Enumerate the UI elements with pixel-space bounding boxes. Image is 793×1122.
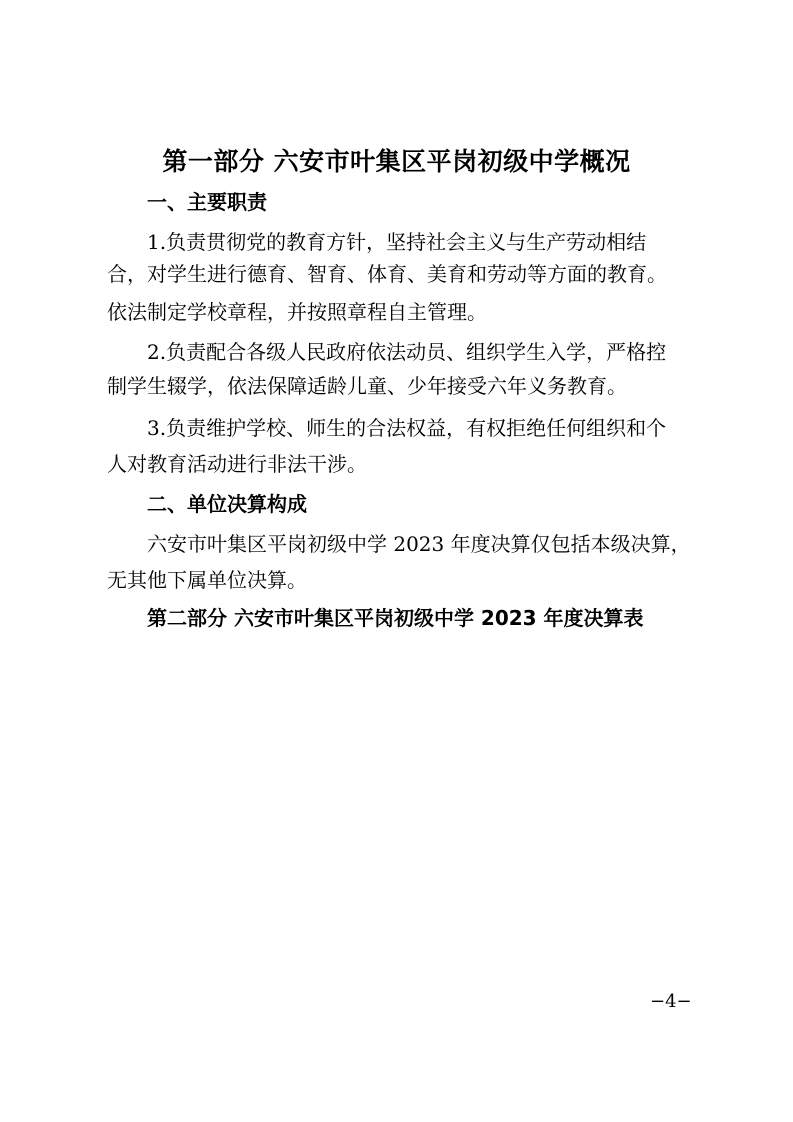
- duty-3-line-2: 人对教育活动进行非法干涉。: [107, 452, 367, 476]
- duty-1-line-3: 依法制定学校章程，并按照章程自主管理。: [107, 300, 487, 324]
- composition-line-1: 六安市叶集区平岗初级中学 2023 年度决算仅包括本级决算，: [147, 532, 691, 556]
- part-two-title: 第二部分 六安市叶集区平岗初级中学 2023 年度决算表: [147, 606, 644, 630]
- composition-line-2: 无其他下属单位决算。: [107, 568, 307, 592]
- duty-1-line-2: 合，对学生进行德育、智育、体育、美育和劳动等方面的教育。: [107, 262, 667, 286]
- section-heading-main-duties: 一、主要职责: [147, 190, 267, 214]
- page-number: −4−: [650, 991, 692, 1012]
- section-heading-budget-composition: 二、单位决算构成: [147, 492, 307, 516]
- duty-2-line-2: 制学生辍学，依法保障适龄儿童、少年接受六年义务教育。: [107, 374, 627, 398]
- duty-3-line-1: 3.负责维护学校、师生的合法权益，有权拒绝任何组织和个: [147, 416, 667, 440]
- duty-1-line-1: 1.负责贯彻党的教育方针，坚持社会主义与生产劳动相结: [147, 230, 647, 254]
- duty-2-line-1: 2.负责配合各级人民政府依法动员、组织学生入学，严格控: [147, 340, 667, 364]
- part-one-title: 第一部分 六安市叶集区平岗初级中学概况: [162, 147, 631, 176]
